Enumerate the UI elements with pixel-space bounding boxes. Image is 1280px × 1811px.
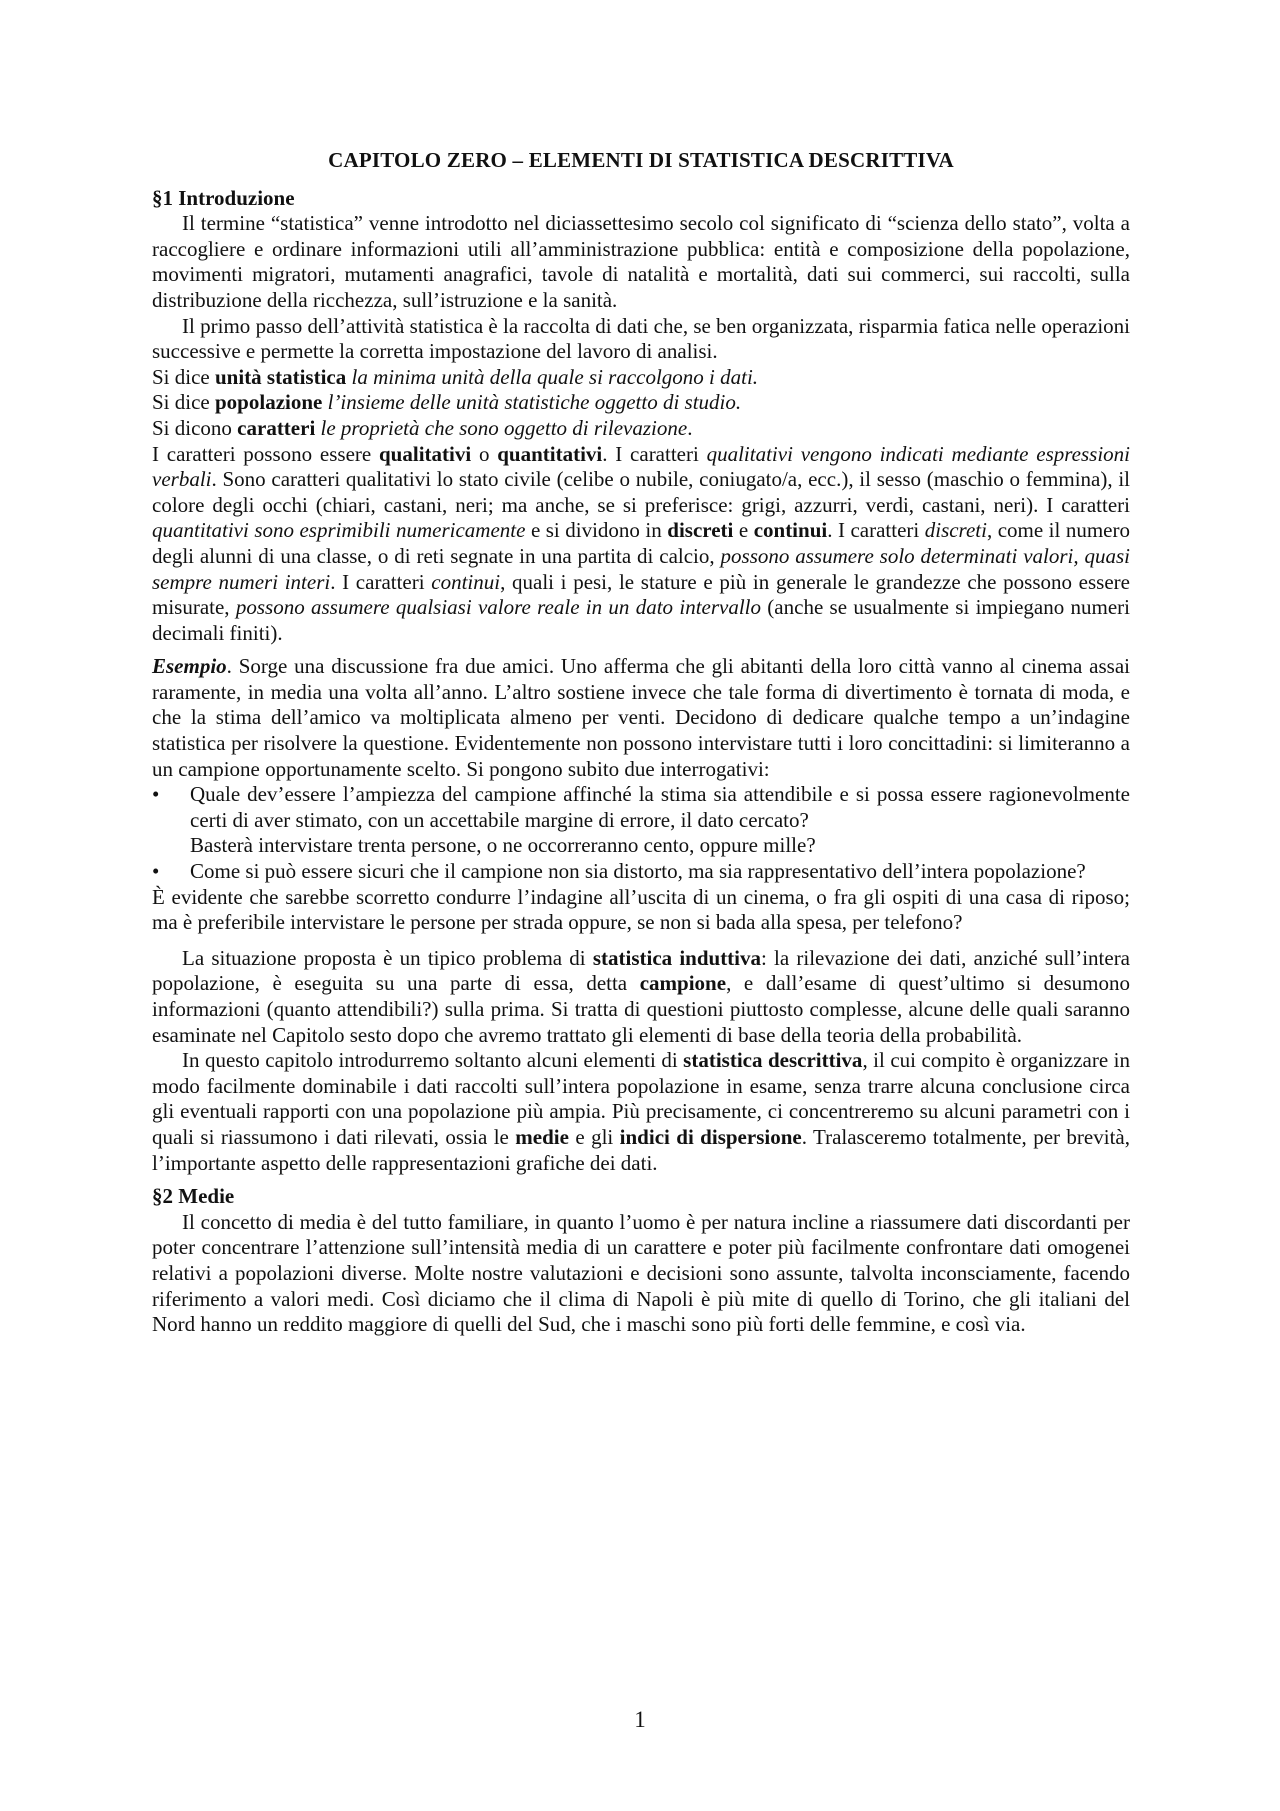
paragraph-raccolta-dati: Il primo passo dell’attività statistica è la raccolta di dati che, se ben organizzata, risparmia fatica nelle operazioni successive e permette la corretta impostazione del lavoro di analisi.: [152, 313, 1130, 364]
page-number: 1: [634, 1707, 646, 1732]
chapter-title: CAPITOLO ZERO – ELEMENTI DI STATISTICA DESCRITTIVA: [328, 148, 954, 172]
definition-unita-statistica: Si dice unità statistica la minima unità della quale si raccolgono i dati.: [152, 364, 759, 389]
question-list-2: [152, 859, 1130, 885]
question-list: [152, 782, 1130, 833]
section-heading-medie: §2 Medie: [152, 1184, 235, 1209]
term-popolazione: popolazione: [215, 390, 323, 415]
list-item-continuation: Basterà intervistare trenta persone, o ne occorreranno cento, oppure mille?: [190, 833, 816, 858]
paragraph-statistica-induttiva: La situazione proposta è un tipico problema di statistica induttiva: la rilevazione dei dati, anziché sull’intera popolazione, è eseguita su una parte di essa, detta campione, e dall’esame di quest’ultimo si desumono informazioni (quanto attendibili?) sulla prima. Si tratta di questioni piuttosto complesse, alcune delle quali saranno esaminate nel Capitolo sesto dopo che avremo trattato gli elementi di base della teoria della probabilità.: [152, 945, 1131, 1047]
paragraph-concetto-media: Il concetto di media è del tutto familiare, in quanto l’uomo è per natura incline a riassumere dati discordanti per poter concentrare l’attenzione sull’intensità media di un carattere e poter più facilmente confrontare dati omogenei relativi a popolazioni diverse. Molte nostre valutazioni e decisioni sono assunte, talvolta inconsciamente, facendo riferimento a valori medi. Così diciamo che il clima di Napoli è più mite di quello di Torino, che gli italiani del Nord hanno un reddito maggiore di quelli del Sud, che i maschi sono più forti delle femmine, e così via.: [152, 1209, 1130, 1337]
term-caratteri: caratteri: [237, 415, 316, 440]
paragraph-statistica-descrittiva: In questo capitolo introdurremo soltanto alcuni elementi di statistica descrittiva, il cui compito è organizzare in modo facilmente dominabile i dati raccolti sull’intera popolazione in esame, senza trarre alcuna conclusione circa gli eventuali rapporti con una popolazione più ampia. Più precisamente, ci concentreremo su alcuni parametri con i quali si riassumono i dati rilevati, ossia le medie e gli indici di dispersione. Tralasceremo totalmente, per brevità, l’importante aspetto delle rappresentazioni grafiche dei dati.: [152, 1048, 1130, 1175]
example-label: Esempio: [152, 654, 227, 679]
bullet-icon: •: [152, 859, 160, 884]
paragraph-evidente: È evidente che sarebbe scorretto condurre l’indagine all’uscita di un cinema, o fra gli ospiti di una casa di riposo; ma è preferibile intervistare le persone per strada oppure, se non si bada alla spesa, per telefono?: [152, 884, 1130, 935]
term-unita-statistica: unità statistica: [215, 364, 347, 389]
bullet-icon: •: [152, 782, 160, 807]
paragraph-statistica-origin: Il termine “statistica” venne introdotto nel diciassettesimo secolo col significato di “scienza dello stato”, volta a raccogliere e ordinare informazioni utili all’amministrazione pubblica: entità e composizione della popolazione, movimenti migratori, mutamenti anagrafici, tavole di natalità e mortalità, dati sui commerci, sui raccolti, sulla distribuzione della ricchezza, sull’istruzione e la sanità.: [152, 211, 1130, 312]
list-item: • Come si può essere sicuri che il campione non sia distorto, ma sia rappresentativo dell’intera popolazione?: [152, 859, 1086, 884]
document-page: [152, 148, 1130, 1338]
section-heading-introduzione: §1 Introduzione: [152, 185, 295, 210]
definition-popolazione: Si dice popolazione l’insieme delle unità statistiche oggetto di studio.: [152, 390, 742, 415]
paragraph-tipi-caratteri: I caratteri possono essere qualitativi o quantitativi. I caratteri qualitativi vengono indicati mediante espressioni verbali. Sono caratteri qualitativi lo stato civile (celibe o nubile, coniugato/a, ecc.), il sesso (maschio o femmina), il colore degli occhi (chiari, castani, neri; ma anche, se si preferisce: grigi, azzurri, verdi, castani, neri). I caratteri quantitativi sono esprimibili numericamente e si dividono in discreti e continui. I caratteri discreti, come il numero degli alunni di una classe, o di reti segnate in una partita di calcio, possono assumere solo determinati valori, quasi sempre numeri interi. I caratteri continui, quali i pesi, le stature e più in generale le grandezze che possono essere misurate, possono assumere qualsiasi valore reale in un dato intervallo (anche se usualmente si impiegano numeri decimali finiti).: [152, 441, 1130, 645]
paragraph-esempio: Esempio. Sorge una discussione fra due amici. Uno afferma che gli abitanti della loro città vanno al cinema assai raramente, in media una volta all’anno. L’altro sostiene invece che tale forma di divertimento è tornata di moda, e che la stima dell’amico va moltiplicata almeno per venti. Decidono di dedicare qualche tempo a un’indagine statistica per risolvere la questione. Evidentemente non possono intervistare tutti i loro concittadini: si limiteranno a un campione opportunamente scelto. Si pongono subito due interrogativi:: [152, 654, 1130, 781]
list-item: • Quale dev’essere l’ampiezza del campione affinché la stima sia attendibile e si possa essere ragionevolmente certi di aver stimato, con un accettabile margine di errore, il dato cercato?: [152, 782, 1130, 832]
definition-caratteri: Si dicono caratteri le proprietà che sono oggetto di rilevazione.: [152, 415, 693, 440]
